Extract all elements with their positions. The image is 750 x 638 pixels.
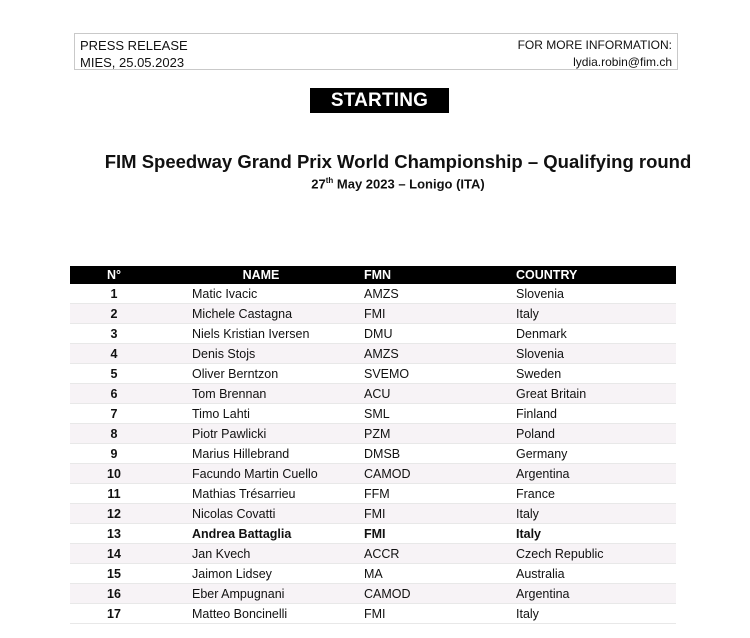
rider-number: 1 [70, 284, 158, 304]
rider-fmn: ACU [364, 384, 516, 404]
rider-number: 2 [70, 304, 158, 324]
rider-fmn: AMZS [364, 344, 516, 364]
rider-country: France [516, 484, 676, 504]
press-release-date: MIES, 25.05.2023 [80, 55, 185, 70]
rider-name: Piotr Pawlicki [158, 424, 364, 444]
rider-number: 5 [70, 364, 158, 384]
table-row [70, 364, 676, 384]
starting-list-table [70, 266, 676, 624]
rider-number: 7 [70, 404, 158, 424]
rider-name: Mathias Trésarrieu [158, 484, 364, 504]
rider-name: Marius Hillebrand [158, 444, 364, 464]
rider-fmn: CAMOD [364, 584, 516, 604]
rider-name: Niels Kristian Iversen [158, 324, 364, 344]
table-row [70, 444, 676, 464]
rider-name: Michele Castagna [158, 304, 364, 324]
rider-number: 17 [70, 604, 158, 624]
rider-fmn: SVEMO [364, 364, 516, 384]
rider-name: Andrea Battaglia [158, 524, 364, 544]
rider-fmn: FMI [364, 304, 516, 324]
rider-fmn: FMI [364, 504, 516, 524]
table-row [70, 584, 676, 604]
event-date [0, 176, 750, 191]
rider-country: Italy [516, 304, 676, 324]
rider-country: Finland [516, 404, 676, 424]
rider-country: Germany [516, 444, 676, 464]
table-row [70, 304, 676, 324]
rider-number: 4 [70, 344, 158, 364]
rider-fmn: AMZS [364, 284, 516, 304]
event-title: FIM Speedway Grand Prix World Championship – Qualifying round [104, 151, 692, 172]
column-header-number: N° [70, 266, 158, 284]
rider-fmn: MA [364, 564, 516, 584]
rider-number: 13 [70, 524, 158, 544]
rider-country: Sweden [516, 364, 676, 384]
rider-number: 10 [70, 464, 158, 484]
rider-name: Jan Kvech [158, 544, 364, 564]
rider-country: Poland [516, 424, 676, 444]
rider-number: 3 [70, 324, 158, 344]
table-row [70, 344, 676, 364]
table-row [70, 424, 676, 444]
table-row [70, 284, 676, 304]
table-row [70, 564, 676, 584]
table-row [70, 384, 676, 404]
table-row [70, 484, 676, 504]
table-row [70, 404, 676, 424]
table-header-row [70, 266, 676, 284]
rider-name: Oliver Berntzon [158, 364, 364, 384]
rider-name: Facundo Martin Cuello [158, 464, 364, 484]
rider-country: Argentina [516, 584, 676, 604]
rider-name: Nicolas Covatti [158, 504, 364, 524]
rider-fmn: PZM [364, 424, 516, 444]
rider-country: Denmark [516, 324, 676, 344]
rider-country: Argentina [516, 464, 676, 484]
rider-name: Tom Brennan [158, 384, 364, 404]
contact-email[interactable]: lydia.robin@fim.ch [573, 55, 672, 69]
rider-fmn: FMI [364, 604, 516, 624]
rider-number: 6 [70, 384, 158, 404]
rider-fmn: FMI [364, 524, 516, 544]
rider-name: Jaimon Lidsey [158, 564, 364, 584]
rider-number: 12 [70, 504, 158, 524]
rider-fmn: ACCR [364, 544, 516, 564]
rider-country: Australia [516, 564, 676, 584]
page-title: STARTING LIST [310, 88, 449, 113]
column-header-fmn: FMN [364, 266, 516, 284]
rider-number: 8 [70, 424, 158, 444]
press-release-label: PRESS RELEASE [80, 38, 188, 53]
rider-name: Matic Ivacic [158, 284, 364, 304]
rider-name: Denis Stojs [158, 344, 364, 364]
table-row [70, 524, 676, 544]
table-row [70, 544, 676, 564]
table-row [70, 324, 676, 344]
rider-fmn: FFM [364, 484, 516, 504]
rider-fmn: SML [364, 404, 516, 424]
table-body [70, 284, 676, 624]
rider-country: Slovenia [516, 344, 676, 364]
rider-number: 9 [70, 444, 158, 464]
press-release-info [80, 37, 188, 71]
rider-fmn: DMU [364, 324, 516, 344]
event-date-rest: May 2023 – Lonigo (ITA) [333, 176, 485, 192]
rider-name: Matteo Boncinelli [158, 604, 364, 624]
rider-fmn: DMSB [364, 444, 516, 464]
rider-number: 16 [70, 584, 158, 604]
rider-country: Czech Republic [516, 544, 676, 564]
column-header-country: COUNTRY [516, 266, 676, 284]
rider-number: 14 [70, 544, 158, 564]
rider-country: Great Britain [516, 384, 676, 404]
table-row [70, 504, 676, 524]
column-header-name: NAME [158, 266, 364, 284]
rider-country: Italy [516, 504, 676, 524]
rider-country: Italy [516, 604, 676, 624]
contact-info [518, 37, 672, 71]
table-row [70, 464, 676, 484]
rider-fmn: CAMOD [364, 464, 516, 484]
rider-country: Italy [516, 524, 676, 544]
contact-label: FOR MORE INFORMATION: [517, 38, 672, 52]
rider-name: Eber Ampugnani [158, 584, 364, 604]
rider-number: 11 [70, 484, 158, 504]
event-date-suffix: th [325, 176, 334, 185]
rider-name: Timo Lahti [158, 404, 364, 424]
rider-number: 15 [70, 564, 158, 584]
rider-country: Slovenia [516, 284, 676, 304]
event-date-day: 27 [311, 176, 326, 192]
table-row [70, 604, 676, 624]
press-header [74, 33, 678, 70]
